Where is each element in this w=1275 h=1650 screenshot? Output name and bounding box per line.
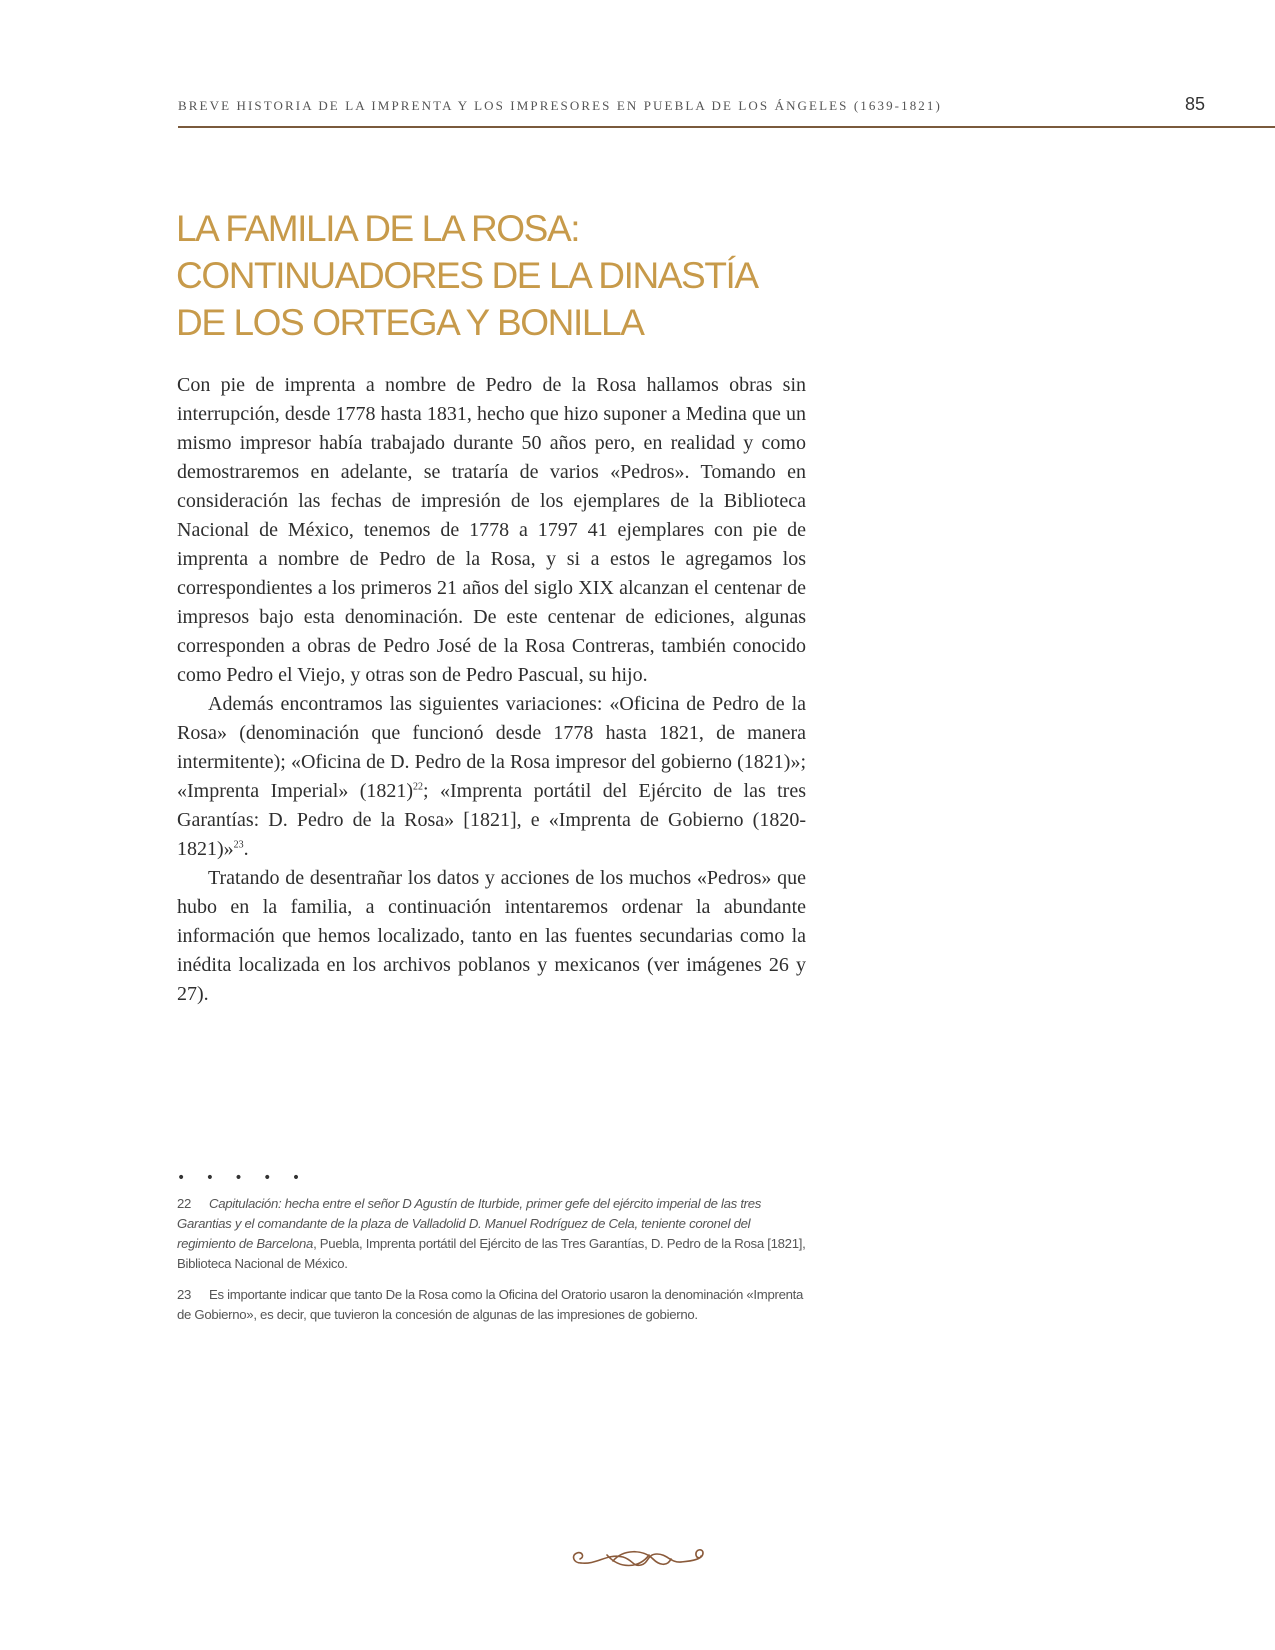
paragraph-1: Con pie de imprenta a nombre de Pedro de la Rosa hallamos obras sin interrupción, desde 1778 hasta 1831, hecho que hizo suponer a Medina que un mismo impresor había trabajado durante 50 años pero, en realidad y como demostraremos en adelante, se trataría de varios «Pedros». Tomando en consideración las fechas de impresión de los ejemplares de la Biblioteca Nacional de México, tenemos de 1778 a 1797 41 ejemplares con pie de imprenta a nombre de Pedro de la Rosa, y si a estos le agregamos los correspondientes a los primeros 21 años del siglo XIX alcanzan el centenar de impresos bajo esta denominación. De este centenar de ediciones, algunas corresponden a obras de Pedro José de la Rosa Contreras, también conocido como Pedro el Viejo, y otras son de Pedro Pascual, su hijo. [177,374,806,686]
footnote-ref-22[interactable]: 22 [413,781,424,793]
page-number: 85 [1185,94,1206,114]
running-head: BREVE HISTORIA DE LA IMPRENTA Y LOS IMPRESORES EN PUEBLA DE LOS ÁNGELES (1639-1821) [178,98,942,113]
footnote-separator: • • • • • [177,1170,309,1186]
scroll-flourish-icon [567,1545,709,1573]
header-rule [178,126,1275,128]
paragraph-2 [177,690,806,864]
paragraph-2-part-b: ; «Imprenta portátil del Ejército de las tres Garantías: D. Pedro de la Rosa» [1821], e «Imprenta de Gobierno (1820-1821)» [177,780,806,860]
footnote-text: , Puebla, Imprenta portátil del Ejército de las Tres Garantías, D. Pedro de la Rosa [1821], Biblioteca Nacional de México. [177,1236,806,1271]
footnote-text: Es importante indicar que tanto De la Rosa como la Oficina del Oratorio usaron la denominación «Imprenta de Gobierno», es decir, que tuvieron la concesión de algunas de las impresiones de gobierno. [177,1287,804,1322]
footnote-23 [177,1285,806,1325]
footnote-number: 23 [177,1287,192,1302]
footnotes [177,1194,806,1336]
paragraph-3: Tratando de desentrañar los datos y acciones de los muchos «Pedros» que hubo en la familia, a continuación intentaremos ordenar la abundante información que hemos localizado, tanto en las fuentes secundarias como la inédita localizada en los archivos poblanos y mexicanos (ver imágenes 26 y 27). [177,867,806,1005]
paragraph-2-part-a: Además encontramos las siguientes variaciones: «Oficina de Pedro de la Rosa» (denominación que funcionó desde 1778 hasta 1821, de manera intermitente); «Oficina de D. Pedro de la Rosa impresor del gobierno (1821)»; «Imprenta Imperial» (1821) [177,693,806,802]
chapter-title [176,205,896,346]
footnote-italic-title: Capitulación: hecha entre el señor D Agustín de Iturbide, primer gefe del ejército imperial de las tres Garantias y el comandante de la plaza de Valladolid D. Manuel Rodríguez de Cela, teniente coronel del regimiento de Barcelona [177,1196,762,1251]
chapter-title-line-2: CONTINUADORES DE LA DINASTÍA [176,255,758,296]
footnote-ref-23[interactable]: 23 [233,839,244,851]
chapter-title-line-1: LA FAMILIA DE LA ROSA: [176,208,580,249]
paragraph-2-part-c: . [243,838,249,860]
body-text [177,371,806,1009]
footnote-22 [177,1194,806,1274]
chapter-title-line-3: DE LOS ORTEGA Y BONILLA [176,302,644,343]
footnote-number: 22 [177,1196,192,1211]
